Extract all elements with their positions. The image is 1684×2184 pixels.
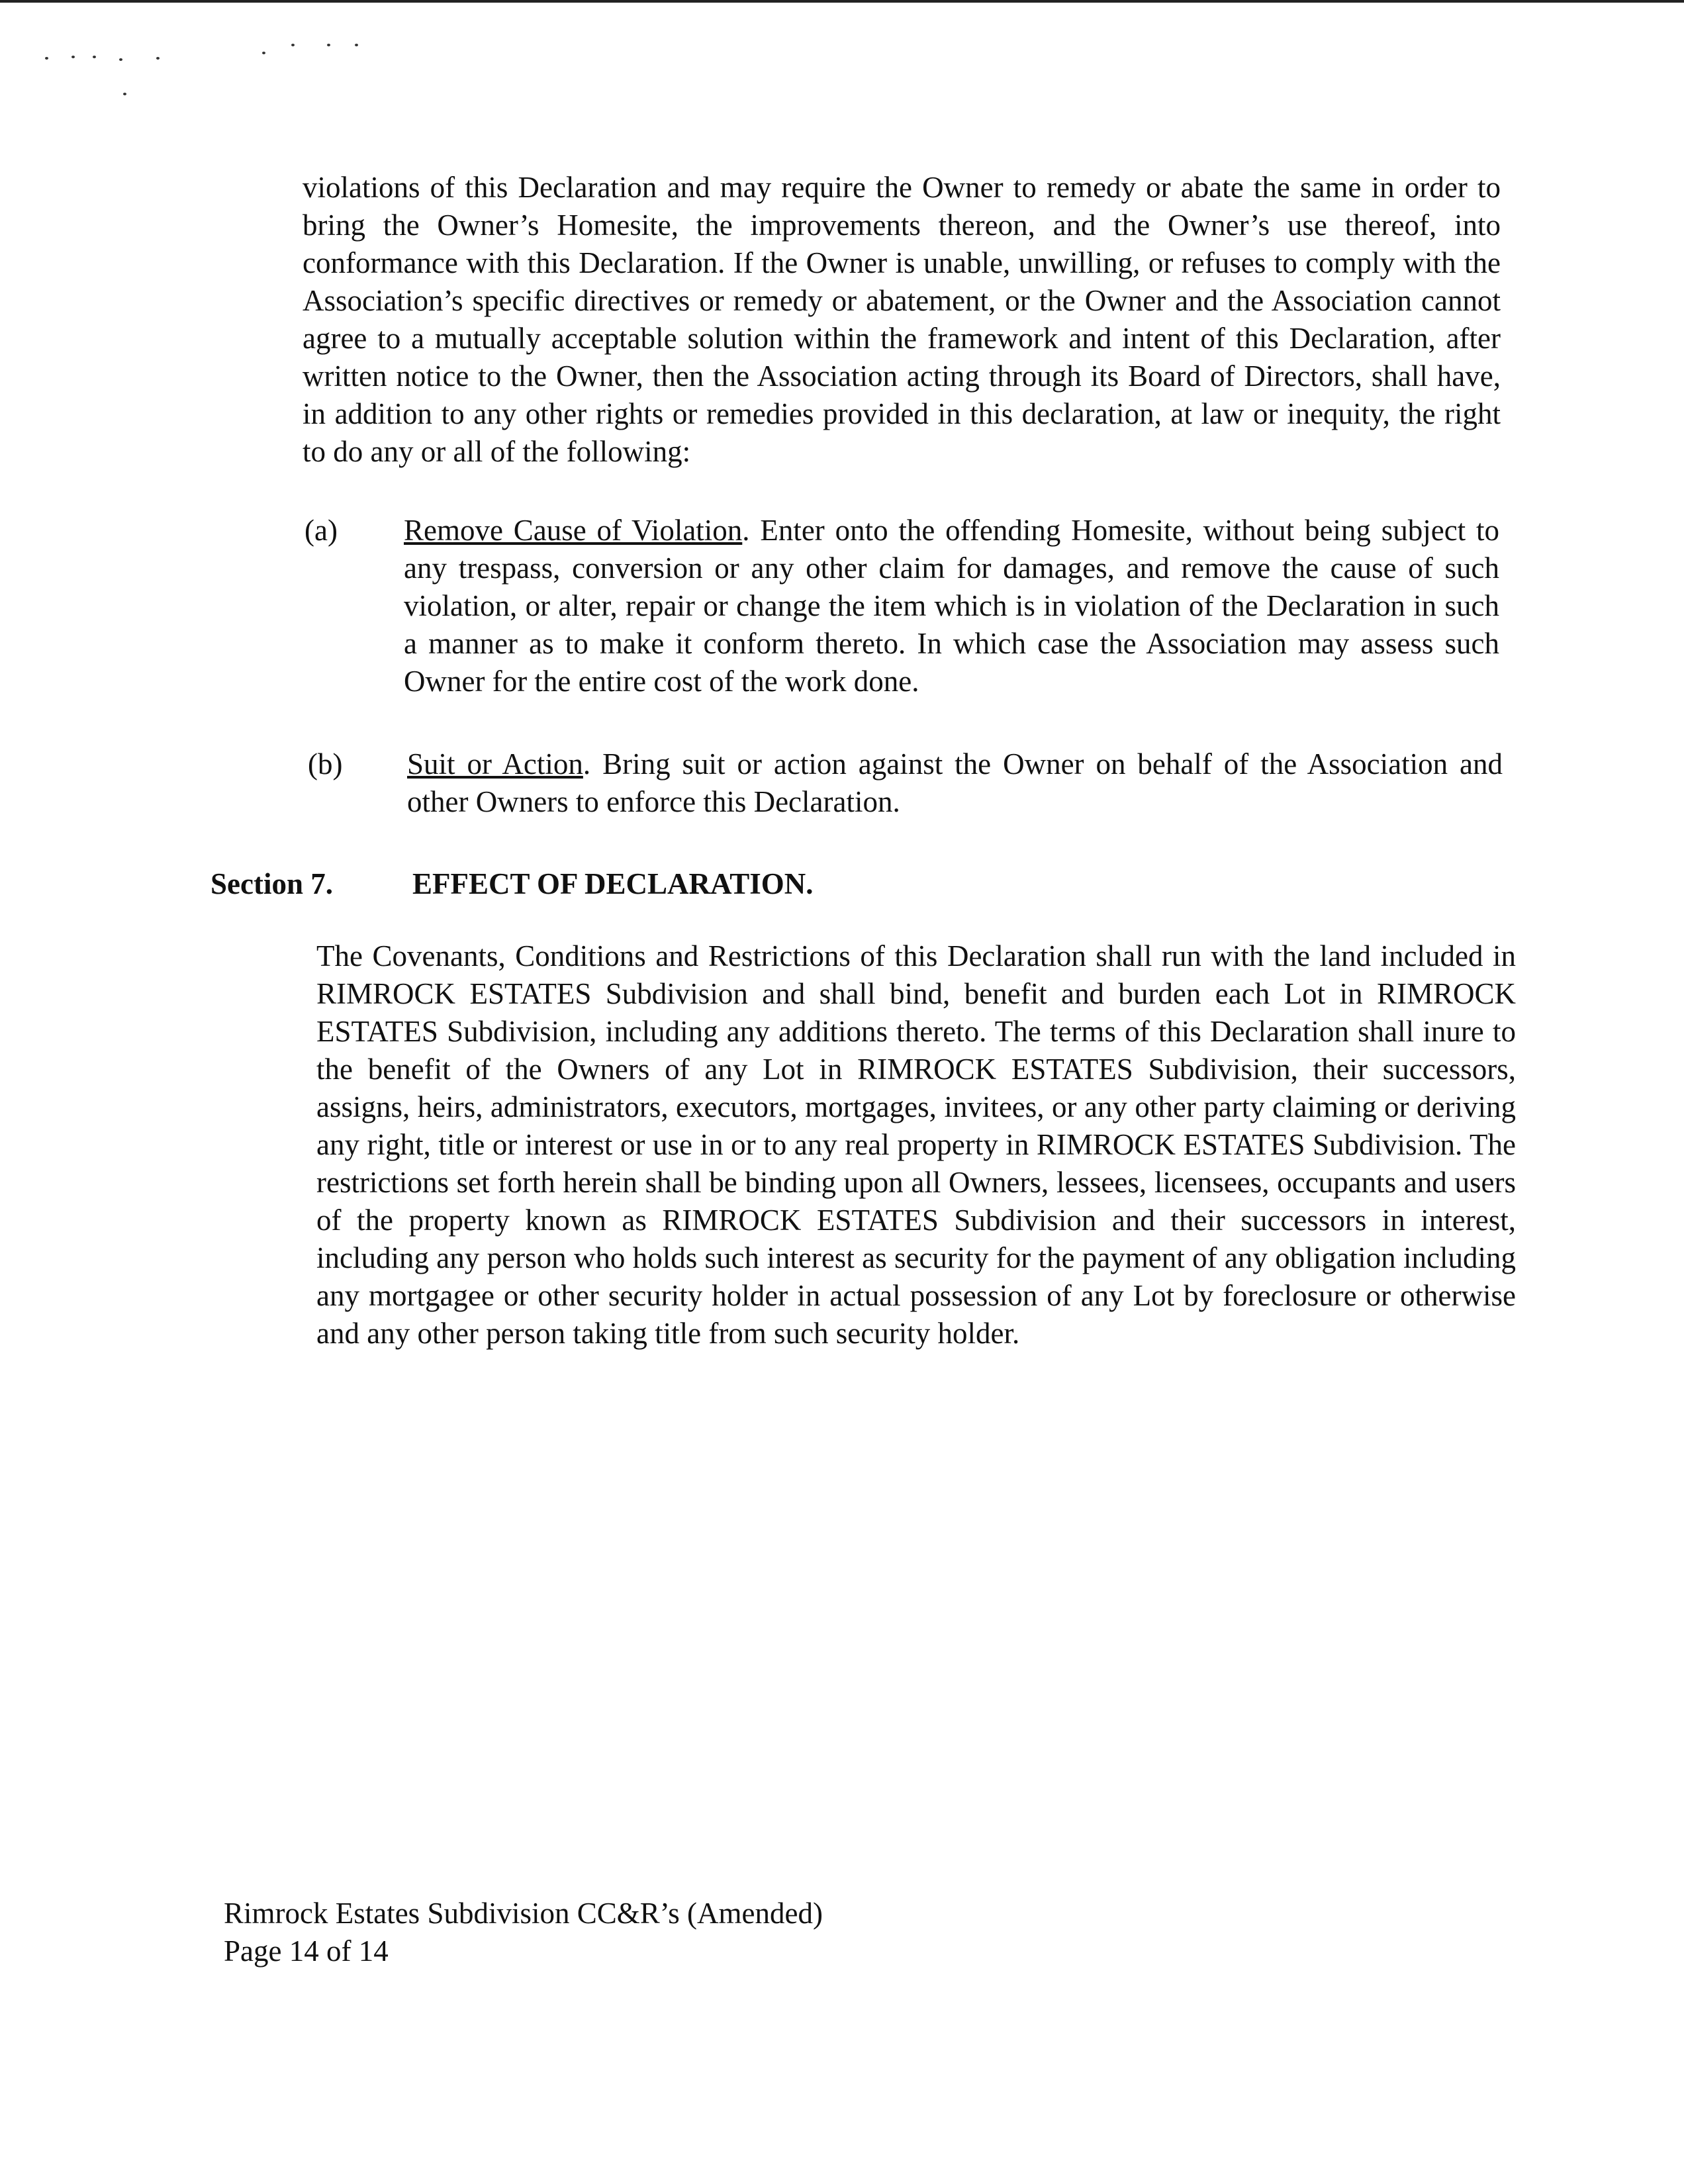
item-label: (a) xyxy=(304,514,338,547)
scan-speck xyxy=(156,57,160,60)
item-label: (b) xyxy=(308,747,343,781)
item-title: Suit or Action xyxy=(407,747,583,781)
intro-paragraph: violations of this Declaration and may require the Owner to remedy or abate the same in order to bring the Owner’s Homesite, the improvements thereon, and the Owner’s use thereof, into conformance with this Declaration. If the Owner is unable, unwilling, or refuses to comply with the Association’s specific directives or remedy or abatement, or the Owner and the Association cannot agree to a mutually acceptable solution within the framework and intent of this Declaration, after written notice to the Owner, then the Association acting through its Board of Directors, shall have, in addition to any other rights or remedies provided in this declaration, at law or inequity, the right to do any or all of the following: xyxy=(303,171,1501,468)
scan-speck xyxy=(45,57,48,60)
scan-top-edge xyxy=(0,0,1684,3)
scan-speck xyxy=(93,56,96,58)
section-paragraph: The Covenants, Conditions and Restrictions of this Declaration shall run with the land included in RIMROCK ESTATES Subdivision and shall bind, benefit and burden each Lot in RIMROCK ESTATES Subdivision, including any additions thereto. The terms of this Declaration shall inure to the benefit of the Owners of any Lot in RIMROCK ESTATES Subdivision, their successors, assigns, heirs, administrators, executors, mortgages, invitees, or any other party claiming or deriving any right, title or interest or use in or to any real property in RIMROCK ESTATES Subdivision. The restrictions set forth herein shall be binding upon all Owners, lessees, licensees, occupants and users of the property known as RIMROCK ESTATES Subdivision and their successors in interest, including any person who holds such interest as security for the payment of any obligation including any mortgagee or other security holder in actual possession of any Lot by foreclosure or otherwise and any other person taking title from such security holder. xyxy=(316,939,1516,1350)
section-number: Section 7. xyxy=(210,867,333,900)
item-text: . Enter onto the offending Homesite, without being subject to any trespass, conversion or any other claim for damages, and remove the cause of such violation, or alter, repair or change the item which is in violation of the Declaration in such a manner as to make it conform thereto. In which case the Association may assess such Owner for the entire cost of the work done. xyxy=(404,514,1499,698)
page-footer xyxy=(224,1895,823,1970)
footer-document-title: Rimrock Estates Subdivision CC&R’s (Amended) xyxy=(224,1897,823,1930)
scan-speck xyxy=(327,44,330,46)
scan-speck xyxy=(119,58,122,61)
scan-speck xyxy=(262,52,265,54)
item-text: . Bring suit or action against the Owner on behalf of the Association and other Owners to enforce this Declaration. xyxy=(407,747,1503,818)
scan-speck xyxy=(291,44,295,46)
section-title: EFFECT OF DECLARATION. xyxy=(412,867,814,900)
item-title: Remove Cause of Violation xyxy=(404,514,743,547)
scan-speck xyxy=(123,93,126,95)
scan-speck xyxy=(71,56,75,58)
scan-speck xyxy=(355,44,358,46)
footer-page-number: Page 14 of 14 xyxy=(224,1934,389,1968)
item-body xyxy=(404,512,1499,700)
item-body xyxy=(407,745,1503,821)
